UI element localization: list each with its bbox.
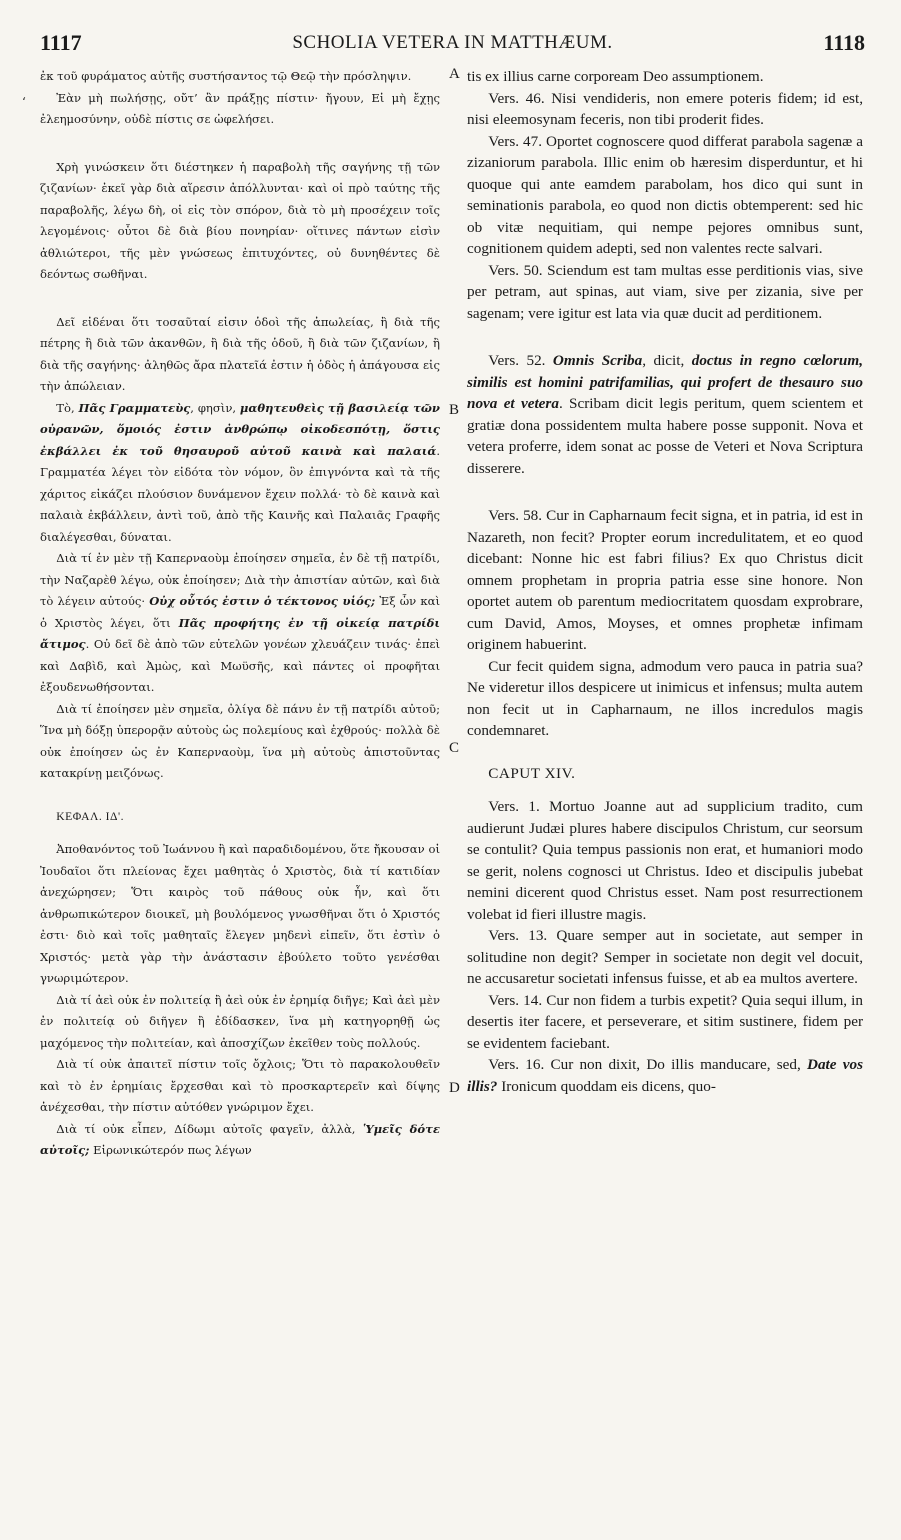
- page-header: [40, 30, 865, 66]
- latin-paragraph: Vers. 47. Oportet cognoscere quod differat parabola sagenæ a zizaniorum parabola. Illic enim ob hæresim disperduntur, et hi quoque qui ante eamdem parabolam, hos dico qui sunt in seminationis parabola, eo quod non dictis obtemperent: sed hic ob vitæ nequitiam, qui nempe pejores omnibus sunt, cognitionem quidem adepti, sed non valentes recte salvari.: [467, 132, 863, 257]
- greek-chapter-heading: ΚΕΦΑΛ. ΙΔ'.: [56, 809, 124, 823]
- latin-paragraph: Vers. 46. Nisi vendideris, non emere poteris fidem; id est, nisi eleemosynam feceris, non tibi proderit fides.: [467, 89, 863, 128]
- page-number-right: 1118: [823, 30, 865, 55]
- section-marker-b: B: [449, 402, 460, 418]
- greek-paragraph: Διὰ τί οὐκ ἀπαιτεῖ πίστιν τοῖς ὄχλοις; Ὅτι τὸ παρακολουθεῖν καὶ τὸ ἐν ἐρημίαις ἔρχεσθαι καὶ τὸ προσκαρτερεῖν καὶ δίψης ἀνέχεσθαι, τὴν πίστιν αὐτόθεν γνώριμον ἔχει.: [40, 1057, 440, 1114]
- page-number-left: 1117: [40, 30, 82, 55]
- latin-paragraph: Vers. 52. Omnis Scriba, dicit, doctus in regno cœlorum, similis est homini patrifamilias, qui profert de thesauro suo nova et vetera. Scribam dicit legis peritum, quem scientem et gratiæ dona possidentem multa habere posse supponit. Nova et vetera proferre, idem sonat ac posse de Veteri et Nova Scriptura disserere.: [467, 352, 863, 477]
- greek-column: [40, 66, 440, 1162]
- greek-paragraph: Τὸ, Πᾶς Γραμματεὺς, φησὶν, μαθητευθεὶς τῇ βασιλείᾳ τῶν οὐρανῶν, ὅμοιός ἐστιν ἀνθρώπῳ οἰκοδεσπότῃ, ὅστις ἐκβάλλει ἐκ τοῦ θησαυροῦ αὐτοῦ καινὰ καὶ παλαιά. Γραμματέα λέγει τὸν εἰδότα τὸν νόμον, ὃν ἐπιγνόντα καὶ τὰ τῆς χάριτος εἰκάζει πλούσιον δυνάμενον ἔχειν πολλά· τὸ δὲ καινὰ καὶ παλαιὰ ἐκβάλλειν, ἀντὶ τοῦ, ἀπὸ τῆς Καινῆς καὶ Παλαιᾶς Γραφῆς διαλέγεσθαι, δύναται.: [40, 400, 440, 544]
- greek-paragraph: ἐκ τοῦ φυράματος αὐτῆς συστήσαντος τῷ Θεῷ τὴν πρόσληψιν.: [40, 69, 412, 83]
- greek-paragraph: Χρὴ γινώσκειν ὅτι διέστηκεν ἡ παραβολὴ τῆς σαγήνης τῇ τῶν ζιζανίων· ἐκεῖ γὰρ διὰ αἵρεσιν ἀπόλλυνται· καὶ οἱ πρὸ ταύτης τῆς παραβολῆς, λέγω δὴ, οἱ εἰς τὸν σπόρον, διὰ τὸ μὴ προσέχειν τοῖς λεγομένοις· οὗτοι δὲ διὰ βίου πονηρίαν· οἵτινες πάντων εἰσὶν ἀθλιώτεροι, τῆς μὲν γνώσεως ἐπιτυχόντες, οὐ δυνηθέντες δὲ δεόντως σωθῆναι.: [40, 159, 440, 281]
- latin-paragraph: Vers. 13. Quare semper aut in societate, aut semper in solitudine non degit? Semper in societate non degit vel docuit, ne accusaretur societati infensus fuisse, et ab ea multos avertere.: [467, 927, 863, 987]
- latin-paragraph: Vers. 58. Cur in Capharnaum fecit signa, et in patria, id est in Nazareth, non fecit? Propter eorum incredulitatem, et eo quod dicebant: Nonne hic est fabri filius? Ex quo Christus dicit omnem prophetam in propria patria esse sine honore. Non oportet autem ob parentum mediocritatem quosdam exprobrare, cum David, Amos, Moyses, et omnes prophetæ infimam originem habuerint.: [467, 507, 863, 653]
- latin-column: [467, 66, 863, 1097]
- greek-paragraph: Διὰ τί ἐν μὲν τῇ Καπερναοὺμ ἐποίησεν σημεῖα, ἐν δὲ τῇ πατρίδι, τὴν Ναζαρὲθ λέγω, οὐκ ἐποίησεν; Διὰ τὴν ἀπιστίαν αὐτῶν, καὶ διὰ τὸ λέγειν αὐτούς· Οὐχ οὗτός ἐστιν ὁ τέκτονος υἱός; Ἐξ ὧν καὶ ὁ Χριστὸς λέγει, ὅτι Πᾶς προφήτης ἐν τῇ οἰκείᾳ πατρίδι ἄτιμος. Οὐ δεῖ δὲ ἀπὸ τῶν εὐτελῶν γονέων χλευάζειν τινάς· ἐπεὶ καὶ Δαβὶδ, καὶ Ἀμὼς, καὶ Μωϋσῆς, καὶ πάντες οἱ προφῆται ἐξουδενωθήσονται.: [40, 551, 440, 694]
- greek-paragraph: Ἐὰν μὴ πωλήσῃς, οὔτ’ ἂν πράξῃς πίστιν· ἤγουν, Εἰ μὴ ἔχῃς ἐλεημοσύνην, οὐδὲ πίστις σε ὠφελήσει.: [40, 90, 440, 126]
- section-marker-c: C: [449, 740, 460, 756]
- greek-paragraph: Δεῖ εἰδέναι ὅτι τοσαῦταί εἰσιν ὁδοὶ τῆς ἀπωλείας, ἢ διὰ τῆς πέτρης ἢ διὰ τῶν ἀκανθῶν, ἢ διὰ τῆς ὁδοῦ, ἢ διὰ τῶν ζιζανίων, ἢ διὰ τῆς σαγήνης· ἀληθῶς ἄρα πλατεῖά ἐστιν ἡ ὁδὸς ἡ ἀπάγουσα εἰς τὴν ἀπώλειαν.: [40, 314, 440, 393]
- greek-paragraph: Ἀποθανόντος τοῦ Ἰωάννου ἢ καὶ παραδιδομένου, ὅτε ἤκουσαν οἱ Ἰουδαῖοι ὅτι πλείονας ἔχει μαθητὰς ὁ Χριστὸς, διὰ τί κατιδίαν ἀνεχώρησεν; Ὅτι καιρὸς τοῦ πάθους οὐκ ἦν, καὶ ὅτι ἀνθρωπικώτερον διοικεῖ, μὴ βουλόμενος γνωσθῆναι ὅτι ὁ Χριστός ἐστι· διὸ καὶ τοῖς μαθηταῖς ἔλεγεν μηδενὶ εἰπεῖν, ὅτι ἐστὶν ὁ Χριστός· μετὰ γὰρ τὴν ἀνάστασιν ἐβούλετο τοῦτο γενέσθαι γνωριμώτερον.: [40, 842, 440, 985]
- latin-paragraph: Vers. 14. Cur non fidem a turbis expetit? Quia sequi illum, in desertis iter facere, et perseverare, et sitim sustinere, fidem per se evidentem faciebant.: [467, 991, 863, 1052]
- greek-paragraph: Διὰ τί ἐποίησεν μὲν σημεῖα, ὀλίγα δὲ πάνυ ἐν τῇ πατρίδι αὐτοῦ; Ἵνα μὴ δόξῃ ὑπερορᾷν αὐτοὺς ὡς πολεμίους καὶ ἐχθρούς· πολλὰ δὲ οὐκ ἐποίησεν ὡς ἐν Καπερναοὺμ, ἵνα μὴ αὐτοὺς ἀπιστοῦντας κατακρίνῃ μειζόνως.: [40, 701, 440, 780]
- latin-paragraph: Vers. 16. Cur non dixit, Do illis manducare, sed, Date vos illis? Ironicum quoddam eis dicens, quo-: [467, 1056, 863, 1095]
- latin-paragraph: Cur fecit quidem signa, admodum vero pauca in patria sua? Ne videretur illos despicere ut inimicus et infensus; multa autem non fecit ut in Capharnaum, ne illos incredulos magis condemnaret.: [467, 657, 863, 739]
- running-title: SCHOLIA VETERA IN MATTHÆUM.: [292, 32, 613, 53]
- margin-mark: ʻ: [22, 95, 26, 109]
- latin-paragraph: tis ex illius carne corpoream Deo assumptionem.: [467, 68, 764, 85]
- latin-paragraph: Vers. 1. Mortuo Joanne aut ad supplicium tradito, cum audierunt Judæi plures habere discipulos Christum, cur seorsum se contulit? Quia tempus passionis non erat, et humaniori modo se gerit, nolens cognosci ut Christus. Ideo et discipulis jubebat nemini dicerent quod Christus esset. Nam post resurrectionem volebat id fieri illustre magis.: [467, 798, 863, 923]
- latin-paragraph: Vers. 50. Sciendum est tam multas esse perditionis vias, sive per petram, aut spinas, aut viam, sive per zizania, sive per sagenam; vere igitur est lata via quæ ducit ad perditionem.: [467, 261, 863, 322]
- greek-paragraph: Διὰ τί ἀεὶ οὐκ ἐν πολιτείᾳ ἢ ἀεὶ οὐκ ἐν ἐρημίᾳ διῆγε; Καὶ ἀεὶ μὲν ἐν πολιτείᾳ οὐ διῆγεν ἢ ἐδίδασκεν, ἵνα μὴ κατηγορηθῇ ὡς μαχόμενος τὴν πολιτείαν, καὶ ἀποσχίζων ἐκεῖθεν τοὺς πολλούς.: [40, 992, 440, 1050]
- section-marker-d: D: [449, 1080, 460, 1096]
- section-marker-a: A: [449, 66, 460, 82]
- greek-paragraph: Διὰ τί οὐκ εἶπεν, Δίδωμι αὐτοῖς φαγεῖν, ἀλλὰ, Ὑμεῖς δότε αὐτοῖς; Εἰρωνικώτερόν πως λέγων: [40, 1121, 440, 1157]
- latin-chapter-heading: CAPUT XIV.: [488, 764, 576, 782]
